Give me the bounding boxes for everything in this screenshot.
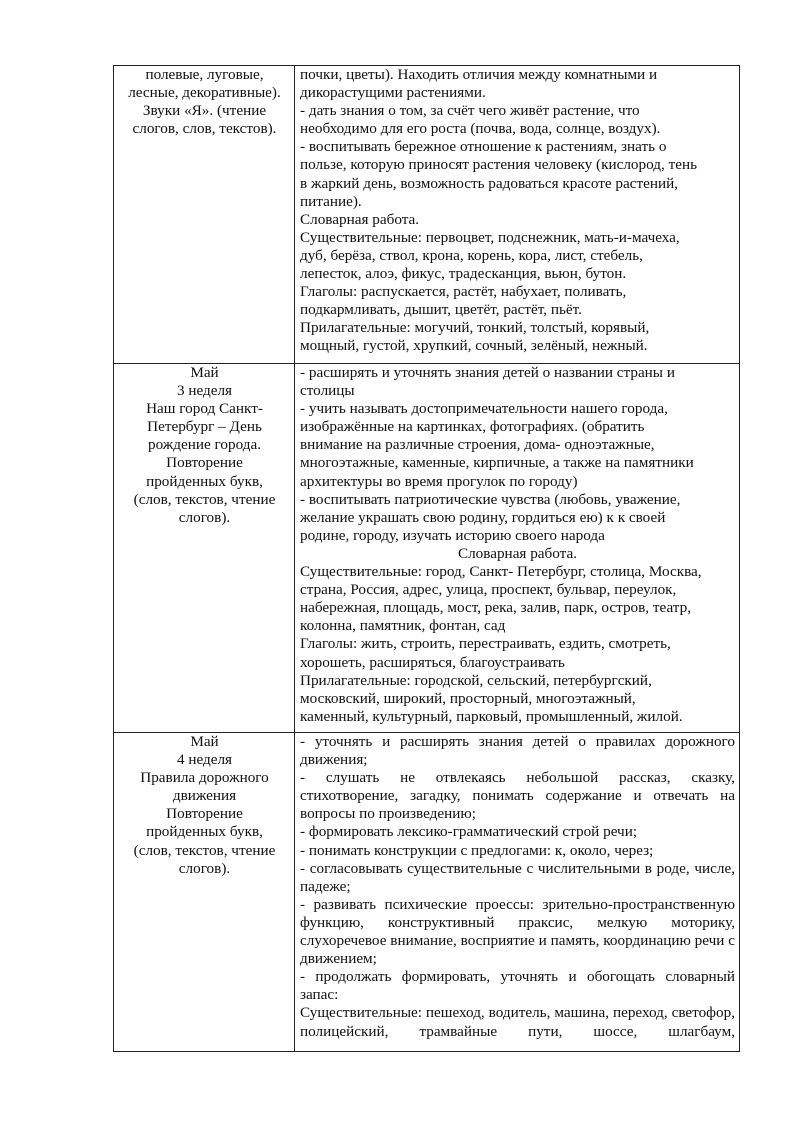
goal-paragraph: - развивать психические проессы: зрительно-пространственную функцию, конструктивный праксис, мелкую моторику, слухоречевое внимание, восприятие и память, координацию речи с движением; [300, 895, 735, 968]
goal-line: архитектуры во время прогулок по городу) [300, 472, 578, 490]
vocabulary-line: Прилагательные: городской, сельский, петербургский, [300, 671, 652, 689]
topic-line: Правила дорожного [140, 769, 269, 787]
topic-line: слогов). [178, 508, 231, 526]
goal-paragraph: - формировать лексико-грамматический строй речи; [300, 823, 638, 841]
vocabulary-line: колонна, памятник, фонтан, сад [300, 617, 506, 635]
topic-line: Петербург – День [147, 418, 262, 436]
topic-line: Наш город Санкт- [146, 400, 263, 418]
vocabulary-line: набережная, площадь, мост, река, залив, парк, остров, театр, [300, 599, 692, 617]
topic-week: 3 неделя [176, 382, 233, 400]
goal-line: - учить называть достопримечательности нашего города, [300, 400, 668, 418]
vocabulary-line: Прилагательные: могучий, тонкий, толстый, корявый, [300, 319, 650, 337]
goal-paragraph: - согласовывать существительные с числительными в роде, числе, падеже; [300, 859, 735, 895]
vocabulary-line: мощный, густой, хрупкий, сочный, зелёный, нежный. [300, 337, 648, 355]
table-row [114, 733, 740, 1052]
plan-table [113, 65, 740, 1052]
goal-line: дикорастущими растениями. [300, 84, 486, 102]
goal-line: - расширять и уточнять знания детей о названии страны и [300, 364, 675, 381]
topic-month: Май [190, 733, 219, 750]
goals-cell [295, 66, 740, 364]
topic-cell [114, 364, 295, 733]
vocabulary-line: Существительные: город, Санкт- Петербург, столица, Москва, [300, 563, 702, 581]
topic-line: лесные, декоративные). [128, 84, 281, 102]
goal-line: питание). [300, 192, 362, 210]
vocabulary-line: страна, Россия, адрес, улица, проспект, бульвар, переулок, [300, 581, 677, 599]
topic-cell [114, 66, 295, 364]
goal-paragraph: - уточнять и расширять знания детей о правилах дорожного движения; [300, 733, 735, 769]
goals-cell [295, 364, 740, 733]
topic-line: пройденных букв, [146, 472, 263, 490]
goal-paragraph: - слушать не отвлекаясь небольшой рассказ, сказку, стихотворение, загадку, понимать содержание и отвечать на вопросы по произведению; [300, 769, 735, 823]
goal-line: почки, цветы). Находить отличия между комнатными и [300, 66, 658, 83]
topic-line: движения [172, 787, 237, 805]
goals-cell [295, 733, 740, 1052]
topic-month: Май [190, 364, 219, 381]
goal-line: родине, городу, изучать историю своего народа [300, 526, 605, 544]
topic-line: (слов, текстов, чтение [133, 841, 276, 859]
vocabulary-line: хорошеть, расширяться, благоустраивать [300, 653, 565, 671]
vocabulary-paragraph: Существительные: пешеход, водитель, машина, переход, светофор, полицейский, трамвайные пути, шоссе, шлагбаум, [300, 1004, 735, 1040]
vocabulary-line: московский, широкий, просторный, многоэтажный, [300, 689, 636, 707]
topic-cell [114, 733, 295, 1052]
goal-line: в жаркий день, возможность радоваться красоте растений, [300, 174, 679, 192]
goal-line: - дать знания о том, за счёт чего живёт растение, что [300, 102, 640, 120]
goal-line: необходимо для его роста (почва, вода, солнце, воздух). [300, 120, 661, 138]
goal-line: пользе, которую приносят растения человеку (кислород, тень [300, 156, 698, 174]
topic-line: полевые, луговые, [145, 66, 264, 83]
vocabulary-heading: Словарная работа. [457, 544, 578, 562]
goal-line: столицы [300, 382, 355, 400]
goal-line: внимание на различные строения, дома- одноэтажные, [300, 436, 655, 454]
topic-line: Звуки «Я». (чтение [142, 102, 267, 120]
table-row [114, 364, 740, 733]
goal-paragraph: - понимать конструкции с предлогами: к, около, через; [300, 841, 654, 859]
goal-line: многоэтажные, каменные, кирпичные, а также на памятники [300, 454, 694, 472]
vocabulary-heading: Словарная работа. [300, 210, 420, 228]
goal-paragraph: - продолжать формировать, уточнять и обогощать словарный запас: [300, 968, 735, 1004]
topic-week: 4 неделя [176, 751, 233, 769]
topic-line: слогов). [178, 859, 231, 877]
vocabulary-line: каменный, культурный, парковый, промышленный, жилой. [300, 707, 683, 725]
topic-line: пройденных букв, [146, 823, 263, 841]
topic-line: слогов, слов, текстов). [132, 120, 277, 138]
topic-line: (слов, текстов, чтение [133, 490, 276, 508]
topic-line: Повторение [166, 454, 243, 472]
goal-line: желание украшать свою родину, гордиться ею) к к своей [300, 508, 666, 526]
goal-line: изображённые на картинках, фотографиях. (обратить [300, 418, 645, 436]
goal-line: - воспитывать бережное отношение к растениям, знать о [300, 138, 667, 156]
topic-line: Повторение [166, 805, 243, 823]
vocabulary-line: лепесток, алоэ, фикус, традесканция, вьюн, бутон. [300, 265, 627, 283]
table-row [114, 66, 740, 364]
vocabulary-line: подкармливать, дышит, цветёт, растёт, пьёт. [300, 301, 582, 319]
vocabulary-line: дуб, берёза, ствол, крона, корень, кора, лист, стебель, [300, 246, 643, 264]
vocabulary-line: Глаголы: жить, строить, перестраивать, ездить, смотреть, [300, 635, 671, 653]
vocabulary-line: Глаголы: распускается, растёт, набухает, поливать, [300, 283, 627, 301]
topic-line: рождение города. [147, 436, 262, 454]
vocabulary-line: Существительные: первоцвет, подснежник, мать-и-мачеха, [300, 228, 680, 246]
goal-line: - воспитывать патриотические чувства (любовь, уважение, [300, 490, 681, 508]
